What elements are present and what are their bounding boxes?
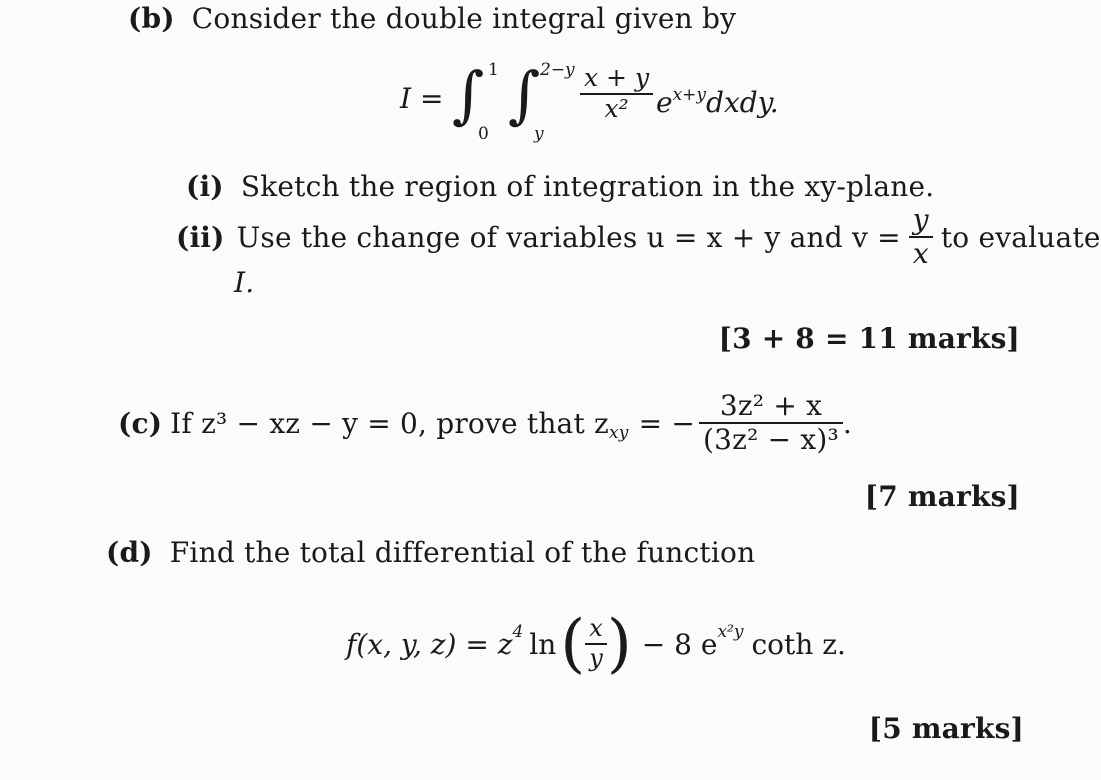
minus-8e: − 8 e [641,627,718,661]
integrand-fraction [580,64,653,124]
part-d-heading [106,536,755,569]
item-i [186,170,934,203]
integrand-numerator: x + y [584,63,650,92]
item-ii-label: (ii) [176,220,225,254]
ln-frac-den: y [589,644,603,672]
item-ii-text-a: Use the change of variables u = x + y and v = [236,220,901,254]
inner-integral-sign: ∫ [508,58,541,131]
integral-lhs: I = [400,82,444,115]
item-ii-frac-num: y [912,202,929,236]
function-equation [346,602,846,686]
outer-lower-limit: 0 [478,124,489,144]
exp-power-d: x²y [717,622,744,642]
part-c-text: If z³ − xz − y = 0, prove that z [170,406,609,440]
integrand-denominator: x² [604,93,629,123]
part-d-text: Find the total differential of the function [169,536,756,569]
ln-frac-num: x [589,614,603,643]
part-b-heading [128,2,736,35]
inner-lower-limit: y [534,124,544,144]
outer-integral-sign: ∫ [452,58,485,131]
part-c-equals: = − [638,406,695,440]
z-power: 4 [512,622,524,642]
exp-power: x+y [672,85,707,105]
outer-upper-limit: 1 [488,60,499,80]
part-b-intro: Consider the double integral given by [191,2,737,35]
right-paren: ) [606,607,632,681]
part-c-marks: [7 marks] [864,480,1020,513]
part-c [118,382,852,464]
part-b-label: (b) [128,2,175,35]
item-ii-fraction [909,204,933,270]
part-d-marks: [5 marks] [868,712,1024,745]
ln-function: ln [529,627,557,661]
part-c-subscript: xy [608,423,629,443]
inner-upper-limit: 2−y [540,60,575,80]
part-d-label: (d) [106,536,153,569]
part-c-fraction [699,390,843,456]
part-c-frac-num: 3z² + x [719,388,823,422]
exponential-term [656,86,779,119]
part-c-period: . [842,406,853,440]
integral-equation [400,58,820,150]
item-ii-frac-den: x [912,237,929,270]
item-i-text: Sketch the region of integration in the xy-plane. [240,170,935,203]
differentials: dxdy. [706,86,779,119]
f-lhs: f(x, y, z) = z [346,627,513,661]
part-c-label: (c) [118,406,163,440]
item-i-label: (i) [186,170,224,203]
item-ii [176,204,1101,270]
exp-base: e [656,86,673,119]
part-b-marks: [3 + 8 = 11 marks] [718,322,1020,355]
coth-term: coth z. [751,627,846,661]
item-ii-text-c: I. [234,266,255,299]
ln-fraction [585,615,607,672]
left-paren: ( [560,607,586,681]
item-ii-text-b: to evaluate [940,220,1101,254]
part-c-frac-den: (3z² − x)³ [703,423,839,456]
